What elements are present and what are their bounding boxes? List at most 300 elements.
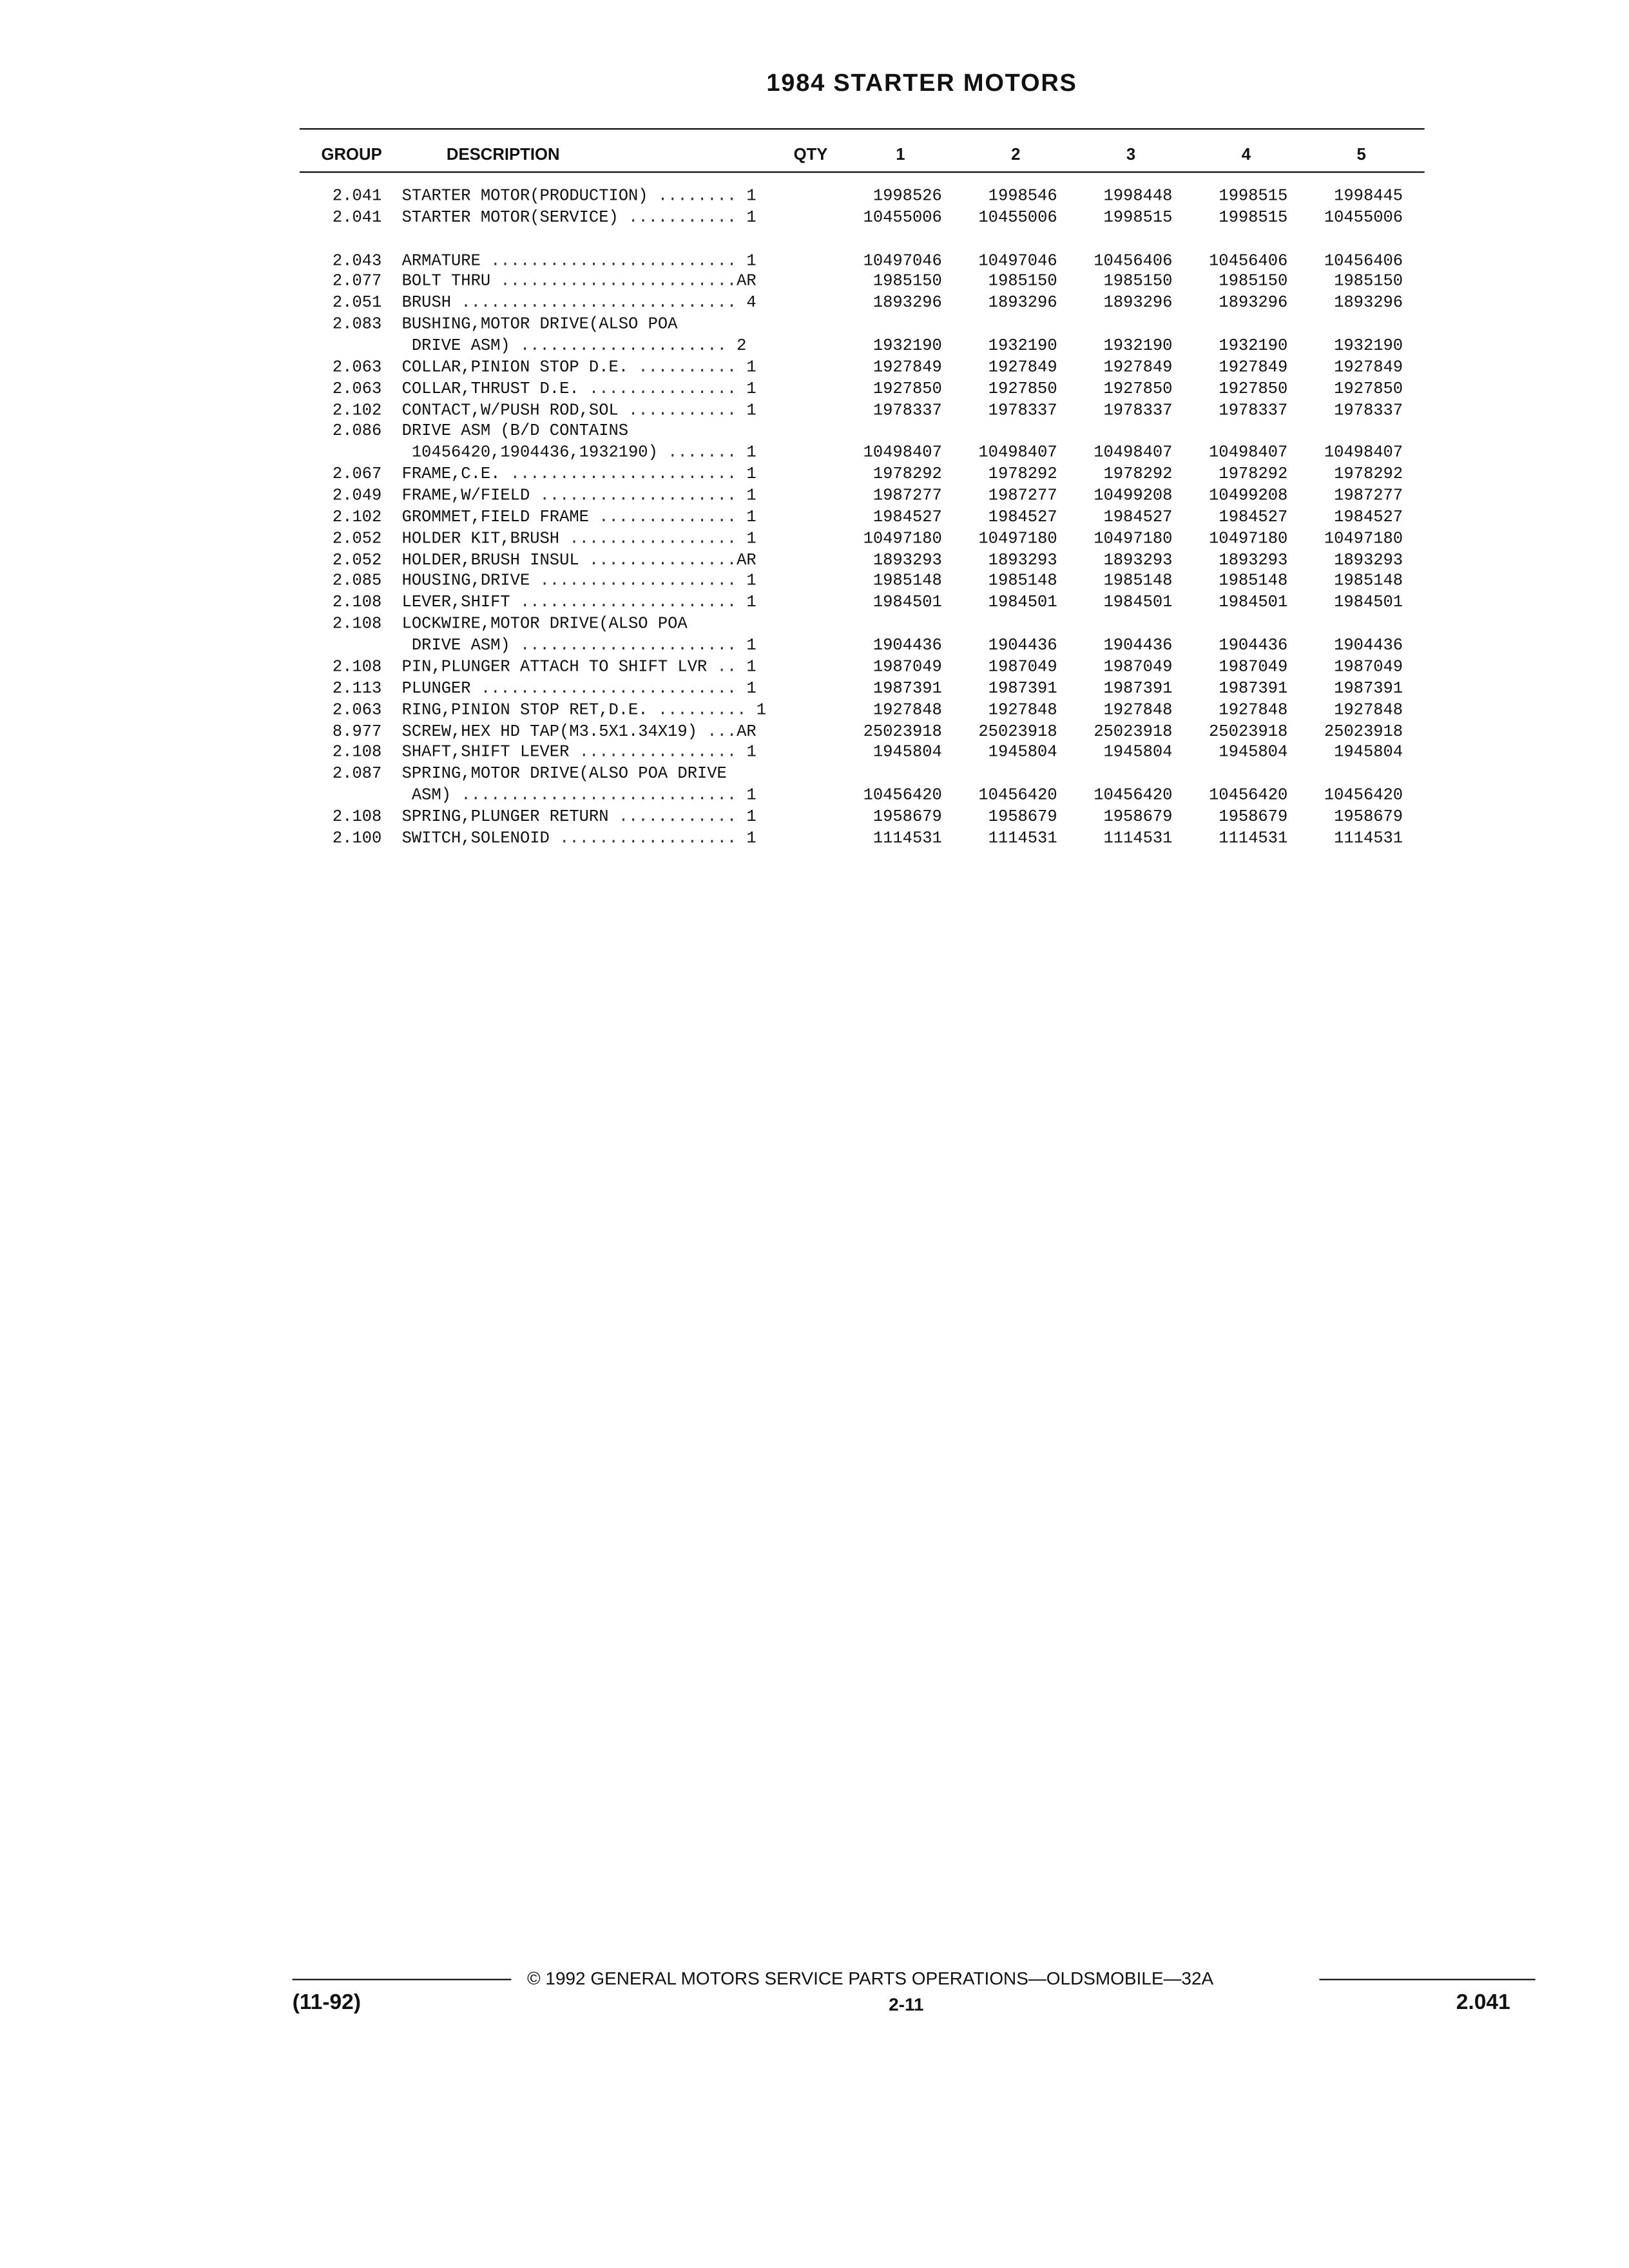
description-text: SWITCH,SOLENOID — [401, 831, 550, 849]
part-number-col-2: 25023918 — [978, 724, 1057, 742]
part-number-col-2: 1998546 — [988, 188, 1057, 206]
part-number-col-1: 10497046 — [863, 253, 942, 271]
part-number-col-3: 10498407 — [1094, 445, 1173, 463]
qty-cell: 1 — [746, 445, 757, 463]
part-number-col-4: 1985150 — [1219, 274, 1288, 292]
qty-cell: 1 — [746, 638, 757, 656]
qty-cell: 1 — [746, 210, 757, 227]
part-number-col-1: 1985148 — [872, 573, 942, 591]
footer-rule-right — [1319, 1979, 1535, 1980]
part-number-col-3: 1945804 — [1103, 745, 1173, 763]
description-cell — [402, 423, 628, 445]
part-number-col-4: 1998515 — [1219, 188, 1288, 206]
part-number-col-3: 1927849 — [1103, 360, 1173, 378]
table-row — [0, 637, 1629, 658]
table-row — [0, 316, 1629, 338]
part-number-col-4: 10456406 — [1209, 253, 1288, 271]
part-number-col-4: 1904436 — [1219, 638, 1288, 656]
table-row — [0, 294, 1629, 316]
description-text: DRIVE ASM) — [401, 338, 510, 356]
part-number-col-5: 1984501 — [1334, 595, 1403, 613]
part-number-col-2: 1927850 — [988, 381, 1057, 399]
part-number-col-5: 1987277 — [1334, 488, 1403, 506]
part-number-col-4: 1927850 — [1219, 381, 1288, 399]
qty-cell: 1 — [746, 787, 757, 805]
description-cell — [402, 722, 757, 744]
description-text: ASM) — [401, 787, 452, 805]
description-text: RING,PINION STOP RET,D.E. — [401, 702, 648, 720]
part-number-col-1: 1958679 — [872, 809, 942, 827]
table-row — [0, 701, 1629, 723]
dot-leader: ............... — [579, 552, 737, 570]
group-cell: 2.049 — [332, 488, 382, 506]
description-cell — [402, 187, 757, 209]
dot-leader: .. — [707, 659, 737, 677]
group-cell: 2.108 — [332, 659, 382, 677]
qty-cell: 1 — [746, 360, 757, 378]
description-text: ARMATURE — [401, 253, 481, 271]
part-number-col-3: 1978337 — [1103, 402, 1173, 420]
description-text: COLLAR,PINION STOP D.E. — [401, 360, 629, 378]
description-text: 10456420,1904436,1932190) — [401, 445, 658, 463]
table-row — [0, 380, 1629, 401]
description-text: HOUSING,DRIVE — [401, 573, 530, 591]
part-number-col-4: 1987391 — [1219, 680, 1288, 698]
description-cell — [402, 508, 757, 530]
top-rule — [300, 128, 1425, 130]
part-number-col-4: 1984501 — [1219, 595, 1288, 613]
group-cell: 2.102 — [332, 510, 382, 527]
qty-cell: 1 — [746, 659, 757, 677]
group-cell: 2.113 — [332, 680, 382, 698]
table-row — [0, 337, 1629, 359]
part-number-col-5: 1998445 — [1334, 188, 1403, 206]
qty-cell: 1 — [746, 510, 757, 527]
group-cell: 2.083 — [332, 317, 382, 334]
group-cell: 2.108 — [332, 595, 382, 613]
part-number-col-5: 1114531 — [1334, 831, 1403, 849]
qty-cell: 1 — [746, 488, 757, 506]
description-cell — [402, 530, 757, 552]
part-number-col-5: 1927849 — [1334, 360, 1403, 378]
description-cell — [402, 273, 757, 294]
dot-leader: .......... — [628, 360, 737, 378]
header-qty: QTY — [793, 146, 828, 164]
qty-cell: 1 — [746, 466, 757, 485]
dot-leader: .................. — [549, 831, 737, 849]
page-title: 1984 STARTER MOTORS — [766, 69, 1077, 97]
description-text: HOLDER,BRUSH INSUL — [401, 552, 579, 570]
header-col-4: 4 — [1241, 146, 1251, 164]
part-number-col-1: 1978292 — [872, 466, 942, 485]
dot-leader: ............................ — [451, 295, 737, 313]
description-cell — [402, 744, 757, 765]
dot-leader: .......................... — [470, 680, 737, 698]
description-cell — [402, 487, 757, 509]
part-number-col-1: 1927849 — [872, 360, 942, 378]
description-cell — [402, 251, 757, 273]
description-text: SCREW,HEX HD TAP(M3.5X1.34X19) — [401, 724, 698, 742]
table-row — [0, 679, 1629, 701]
dot-leader: ............................ — [451, 787, 737, 805]
description-text: DRIVE ASM) — [401, 638, 510, 656]
dot-leader: ................ — [569, 745, 737, 763]
qty-cell: 1 — [746, 595, 757, 613]
part-number-col-3: 1927848 — [1103, 702, 1173, 720]
part-number-col-2: 1904436 — [988, 638, 1057, 656]
description-cell — [402, 551, 757, 573]
table-row — [0, 423, 1629, 445]
part-number-col-1: 10455006 — [863, 210, 942, 227]
table-row — [0, 765, 1629, 787]
description-text: BOLT THRU — [401, 274, 491, 292]
part-number-col-3: 1893296 — [1103, 295, 1173, 313]
qty-cell: 1 — [746, 402, 757, 420]
qty-cell: AR — [737, 724, 757, 742]
group-cell: 2.108 — [332, 745, 382, 763]
table-spacer-row — [0, 230, 1629, 252]
part-number-col-5: 1985148 — [1334, 573, 1403, 591]
description-text: FRAME,W/FIELD — [401, 488, 530, 506]
description-cell — [402, 465, 757, 487]
description-text: FRAME,C.E. — [401, 466, 501, 485]
dot-leader: ....... — [657, 445, 737, 463]
part-number-col-1: 1978337 — [872, 402, 942, 420]
part-number-col-2: 1927848 — [988, 702, 1057, 720]
part-number-col-1: 10497180 — [863, 531, 942, 549]
dot-leader: ................. — [559, 531, 737, 549]
part-number-col-5: 1927850 — [1334, 381, 1403, 399]
description-cell — [402, 615, 688, 637]
group-cell: 2.077 — [332, 274, 382, 292]
part-number-col-3: 10456420 — [1094, 787, 1173, 805]
group-cell: 2.041 — [332, 210, 382, 227]
part-number-col-5: 10456406 — [1324, 253, 1403, 271]
table-row — [0, 808, 1629, 830]
part-number-col-2: 10498407 — [978, 445, 1057, 463]
dot-leader: ........ — [648, 188, 737, 206]
qty-cell: 1 — [746, 831, 757, 849]
footer-copyright: © 1992 GENERAL MOTORS SERVICE PARTS OPERATIONS—OLDSMOBILE—32A — [527, 1968, 1214, 1989]
part-number-col-2: 1932190 — [988, 338, 1057, 356]
part-number-col-4: 1893293 — [1219, 552, 1288, 570]
part-number-col-3: 1984501 — [1103, 595, 1173, 613]
header-col-1: 1 — [896, 146, 905, 164]
part-number-col-2: 1978292 — [988, 466, 1057, 485]
part-number-col-3: 1114531 — [1103, 831, 1173, 849]
part-number-col-4: 1927848 — [1219, 702, 1288, 720]
group-cell: 2.108 — [332, 617, 382, 634]
part-number-col-2: 1984527 — [988, 510, 1057, 527]
part-number-col-2: 1893293 — [988, 552, 1057, 570]
description-cell — [402, 808, 757, 830]
part-number-col-4: 1987049 — [1219, 659, 1288, 677]
dot-leader: ............... — [579, 381, 737, 399]
description-cell — [402, 294, 757, 316]
group-cell: 2.086 — [332, 424, 382, 441]
part-number-col-1: 1927848 — [872, 702, 942, 720]
table-row — [0, 251, 1629, 273]
description-text: BRUSH — [401, 295, 452, 313]
part-number-col-2: 1985148 — [988, 573, 1057, 591]
table-row — [0, 829, 1629, 851]
description-cell — [402, 401, 757, 423]
table-row — [0, 658, 1629, 680]
part-number-col-2: 1927849 — [988, 360, 1057, 378]
part-number-col-3: 1985148 — [1103, 573, 1173, 591]
part-number-col-1: 1114531 — [872, 831, 942, 849]
dot-leader: ....................... — [500, 466, 737, 485]
description-text: STARTER MOTOR(SERVICE) — [401, 210, 619, 227]
description-cell — [402, 765, 727, 787]
dot-leader: ............ — [608, 809, 737, 827]
part-number-col-5: 1893293 — [1334, 552, 1403, 570]
table-row — [0, 508, 1629, 530]
group-cell: 2.063 — [332, 360, 382, 378]
table-row — [0, 209, 1629, 231]
qty-cell: 1 — [746, 745, 757, 763]
qty-cell: 1 — [746, 809, 757, 827]
group-cell: 2.051 — [332, 295, 382, 313]
part-number-col-1: 1998526 — [872, 188, 942, 206]
description-text: SPRING,PLUNGER RETURN — [401, 809, 609, 827]
qty-cell: AR — [737, 274, 757, 292]
part-number-col-1: 1932190 — [872, 338, 942, 356]
part-number-col-4: 10498407 — [1209, 445, 1288, 463]
part-number-col-2: 1945804 — [988, 745, 1057, 763]
part-number-col-2: 1114531 — [988, 831, 1057, 849]
qty-cell: 1 — [756, 702, 766, 720]
header-col-3: 3 — [1126, 146, 1136, 164]
description-cell — [402, 594, 757, 616]
dot-leader: ........................ — [490, 274, 737, 292]
part-number-col-4: 25023918 — [1209, 724, 1288, 742]
part-number-col-2: 1987049 — [988, 659, 1057, 677]
description-text: GROMMET,FIELD FRAME — [401, 510, 589, 527]
description-text: CONTACT,W/PUSH ROD,SOL — [401, 402, 619, 420]
qty-cell: 4 — [746, 295, 757, 313]
table-row — [0, 744, 1629, 765]
part-number-col-5: 10455006 — [1324, 210, 1403, 227]
part-number-col-3: 1958679 — [1103, 809, 1173, 827]
part-number-col-4: 1978292 — [1219, 466, 1288, 485]
group-cell: 2.052 — [332, 531, 382, 549]
dot-leader: .............. — [588, 510, 737, 527]
qty-cell: 1 — [746, 573, 757, 591]
qty-cell: 1 — [746, 381, 757, 399]
part-number-col-5: 1945804 — [1334, 745, 1403, 763]
description-text: LEVER,SHIFT — [401, 595, 510, 613]
part-number-col-1: 1987277 — [872, 488, 942, 506]
qty-cell: 2 — [737, 338, 747, 356]
part-number-col-2: 1893296 — [988, 295, 1057, 313]
part-number-col-4: 1893296 — [1219, 295, 1288, 313]
header-rule — [300, 171, 1425, 173]
table-row — [0, 787, 1629, 809]
table-row — [0, 465, 1629, 487]
description-text: HOLDER KIT,BRUSH — [401, 531, 560, 549]
dot-leader: ......... — [648, 702, 747, 720]
description-cell — [402, 316, 678, 338]
part-number-col-3: 10497180 — [1094, 531, 1173, 549]
description-cell — [402, 572, 757, 594]
dot-leader: ..................... — [510, 338, 727, 356]
group-cell: 2.063 — [332, 381, 382, 399]
description-cell — [402, 829, 757, 851]
part-number-col-3: 1932190 — [1103, 338, 1173, 356]
part-number-col-4: 1927849 — [1219, 360, 1288, 378]
part-number-col-2: 1987391 — [988, 680, 1057, 698]
description-cell — [402, 209, 757, 231]
description-text: SHAFT,SHIFT LEVER — [401, 745, 570, 763]
part-number-col-1: 1904436 — [872, 638, 942, 656]
description-text: BUSHING,MOTOR DRIVE(ALSO POA — [401, 317, 678, 334]
part-number-col-4: 1958679 — [1219, 809, 1288, 827]
part-number-col-5: 1958679 — [1334, 809, 1403, 827]
description-cell — [402, 637, 757, 658]
description-text: PIN,PLUNGER ATTACH TO SHIFT LVR — [401, 659, 708, 677]
part-number-col-2: 1978337 — [988, 402, 1057, 420]
part-number-col-5: 10498407 — [1324, 445, 1403, 463]
footer-date: (11-92) — [292, 1990, 361, 2015]
table-row — [0, 615, 1629, 637]
table-row — [0, 572, 1629, 594]
part-number-col-3: 10456406 — [1094, 253, 1173, 271]
table-row — [0, 358, 1629, 380]
part-number-col-1: 1987049 — [872, 659, 942, 677]
description-cell — [402, 444, 757, 466]
part-number-col-4: 1998515 — [1219, 210, 1288, 227]
part-number-col-4: 1114531 — [1219, 831, 1288, 849]
group-cell: 2.043 — [332, 253, 382, 271]
table-row — [0, 187, 1629, 209]
description-cell — [402, 658, 757, 680]
dot-leader: ... — [697, 724, 737, 742]
part-number-col-3: 1927850 — [1103, 381, 1173, 399]
description-text: DRIVE ASM (B/D CONTAINS — [401, 424, 629, 441]
group-cell: 2.063 — [332, 702, 382, 720]
part-number-col-4: 10497180 — [1209, 531, 1288, 549]
qty-cell: 1 — [746, 188, 757, 206]
part-number-col-2: 1984501 — [988, 595, 1057, 613]
description-cell — [402, 701, 766, 723]
part-number-col-4: 1978337 — [1219, 402, 1288, 420]
part-number-col-4: 1984527 — [1219, 510, 1288, 527]
part-number-col-2: 10497180 — [978, 531, 1057, 549]
part-number-col-5: 1987049 — [1334, 659, 1403, 677]
part-number-col-5: 1987391 — [1334, 680, 1403, 698]
part-number-col-5: 1978292 — [1334, 466, 1403, 485]
part-number-col-3: 10499208 — [1094, 488, 1173, 506]
part-number-col-4: 1985148 — [1219, 573, 1288, 591]
part-number-col-5: 25023918 — [1324, 724, 1403, 742]
part-number-col-5: 10497180 — [1324, 531, 1403, 549]
dot-leader: ........... — [618, 210, 737, 227]
part-number-col-1: 10456420 — [863, 787, 942, 805]
table-row — [0, 722, 1629, 744]
part-number-col-1: 1984501 — [872, 595, 942, 613]
part-number-col-5: 1985150 — [1334, 274, 1403, 292]
part-number-col-2: 1958679 — [988, 809, 1057, 827]
part-number-col-3: 1893293 — [1103, 552, 1173, 570]
part-number-col-5: 1984527 — [1334, 510, 1403, 527]
part-number-col-1: 1985150 — [872, 274, 942, 292]
part-number-col-5: 10456420 — [1324, 787, 1403, 805]
part-number-col-2: 1985150 — [988, 274, 1057, 292]
description-text: STARTER MOTOR(PRODUCTION) — [401, 188, 648, 206]
table-row — [0, 273, 1629, 294]
part-number-col-3: 1904436 — [1103, 638, 1173, 656]
part-number-col-5: 1927848 — [1334, 702, 1403, 720]
part-number-col-3: 1984527 — [1103, 510, 1173, 527]
table-row — [0, 594, 1629, 616]
part-number-col-1: 1945804 — [872, 745, 942, 763]
part-number-col-2: 10455006 — [978, 210, 1057, 227]
description-text: LOCKWIRE,MOTOR DRIVE(ALSO POA — [401, 617, 688, 634]
header-group: GROUP — [321, 146, 382, 164]
part-number-col-2: 10497046 — [978, 253, 1057, 271]
group-cell: 2.102 — [332, 402, 382, 420]
part-number-col-3: 1987391 — [1103, 680, 1173, 698]
part-number-col-1: 10498407 — [863, 445, 942, 463]
group-cell: 2.041 — [332, 188, 382, 206]
footer-section-number: 2.041 — [1456, 1990, 1510, 2015]
part-number-col-3: 1987049 — [1103, 659, 1173, 677]
part-number-col-5: 1893296 — [1334, 295, 1403, 313]
part-number-col-1: 1987391 — [872, 680, 942, 698]
part-number-col-1: 1984527 — [872, 510, 942, 527]
group-cell: 2.087 — [332, 766, 382, 784]
part-number-col-1: 1893296 — [872, 295, 942, 313]
description-text: COLLAR,THRUST D.E. — [401, 381, 579, 399]
dot-leader: .................... — [530, 573, 737, 591]
table-row — [0, 530, 1629, 552]
part-number-col-5: 1978337 — [1334, 402, 1403, 420]
part-number-col-4: 10456420 — [1209, 787, 1288, 805]
description-cell — [402, 380, 757, 401]
part-number-col-3: 1985150 — [1103, 274, 1173, 292]
part-number-col-3: 1998515 — [1103, 210, 1173, 227]
dot-leader: ...................... — [510, 595, 737, 613]
dot-leader: ........... — [618, 402, 737, 420]
table-row — [0, 551, 1629, 573]
group-cell: 2.100 — [332, 831, 382, 849]
description-text: PLUNGER — [401, 680, 471, 698]
part-number-col-5: 1932190 — [1334, 338, 1403, 356]
group-cell: 2.067 — [332, 466, 382, 485]
dot-leader: ......................... — [480, 253, 737, 271]
group-cell: 8.977 — [332, 724, 382, 742]
footer-page-number: 2-11 — [889, 1994, 924, 2015]
dot-leader: .................... — [530, 488, 737, 506]
description-cell — [402, 358, 757, 380]
footer-rule-left — [293, 1979, 512, 1980]
part-number-col-5: 1904436 — [1334, 638, 1403, 656]
group-cell: 2.085 — [332, 573, 382, 591]
qty-cell: AR — [737, 552, 757, 570]
part-number-col-4: 1932190 — [1219, 338, 1288, 356]
part-number-col-4: 10499208 — [1209, 488, 1288, 506]
part-number-col-3: 1998448 — [1103, 188, 1173, 206]
header-col-5: 5 — [1356, 146, 1366, 164]
header-description: DESCRIPTION — [446, 146, 560, 164]
table-row — [0, 444, 1629, 466]
description-cell — [402, 337, 747, 359]
dot-leader: ...................... — [510, 638, 737, 656]
part-number-col-3: 1978292 — [1103, 466, 1173, 485]
group-cell: 2.052 — [332, 552, 382, 570]
group-cell: 2.108 — [332, 809, 382, 827]
